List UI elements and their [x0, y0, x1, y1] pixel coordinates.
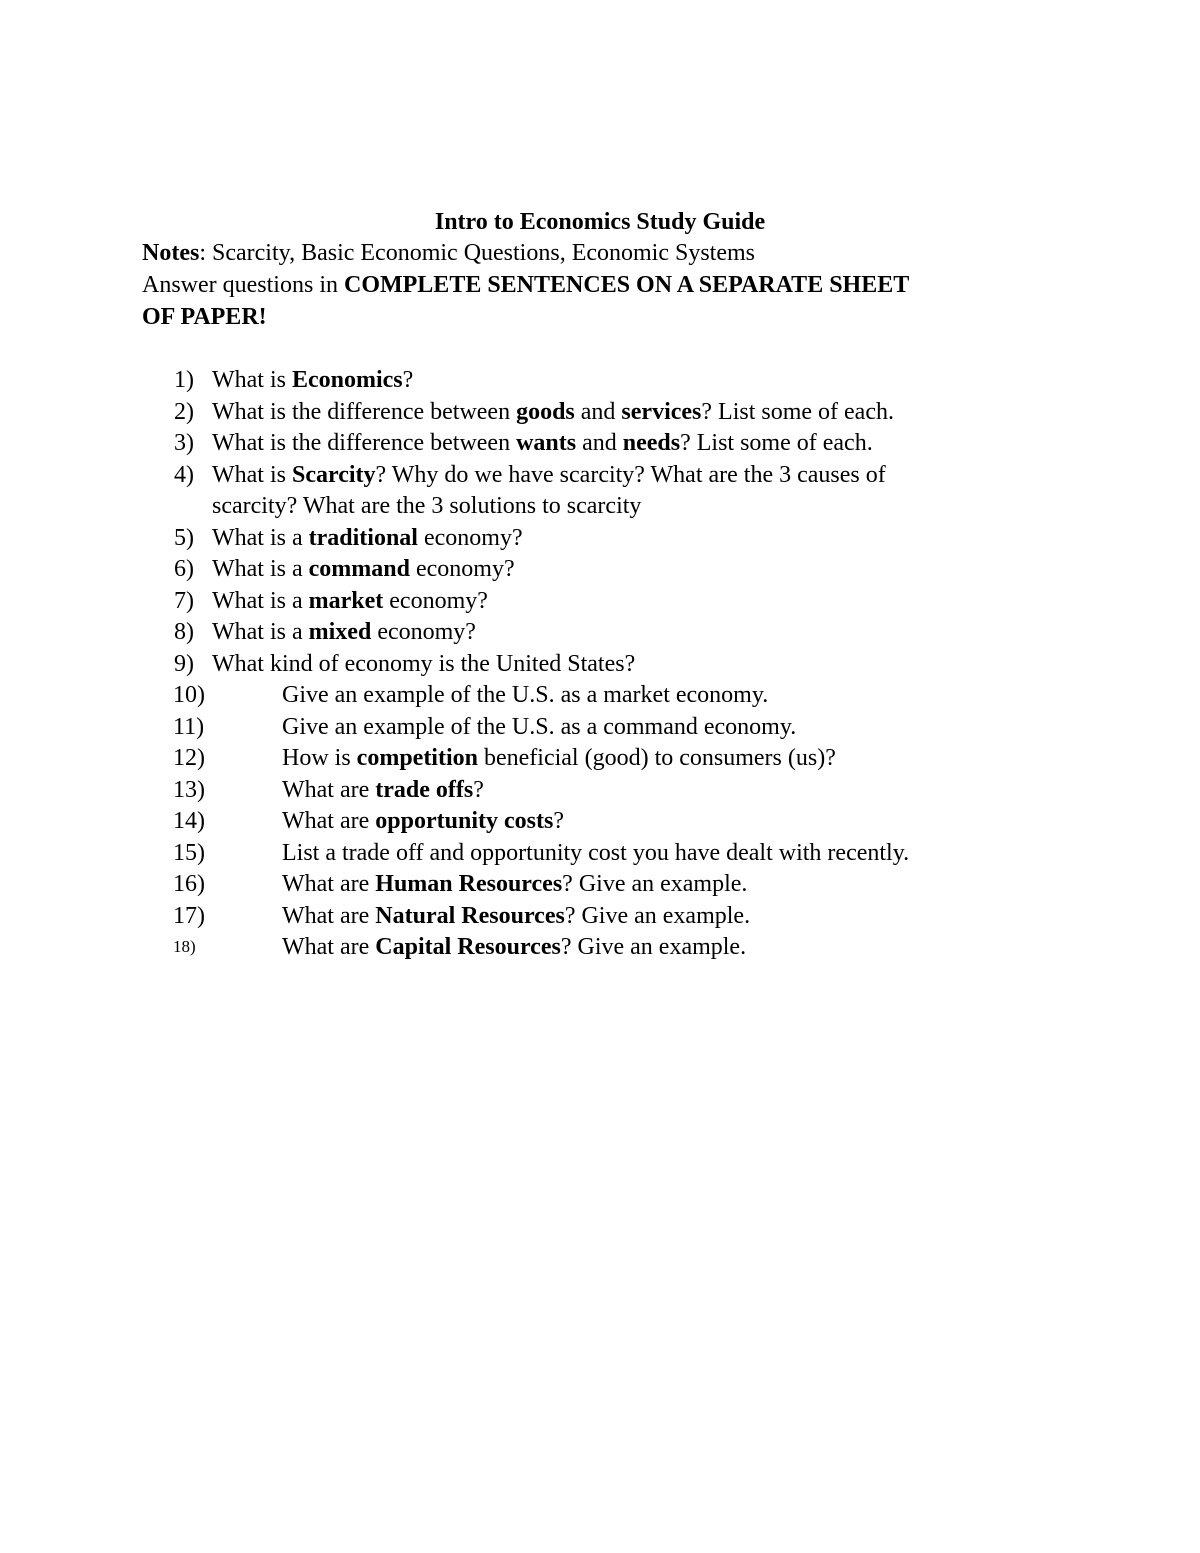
- instructions-line-1: [142, 269, 909, 301]
- question-keyword: wants: [516, 430, 577, 456]
- question-number: 16): [173, 871, 205, 897]
- question-text-part: What kind of economy is the United States?: [212, 650, 636, 677]
- instructions-emphasis-1: COMPLETE SENTENCES ON A SEPARATE SHEET: [343, 272, 910, 298]
- question-text-part: How is: [282, 745, 357, 771]
- question-keyword: goods: [516, 398, 575, 425]
- question-keyword: traditional: [308, 524, 418, 551]
- question-text: [212, 553, 515, 585]
- question-number: 12): [173, 745, 205, 771]
- question-text-part: ?: [553, 808, 564, 834]
- question-keyword: needs: [622, 430, 681, 456]
- question-number: 11): [173, 713, 205, 740]
- question-number: 13): [173, 776, 205, 803]
- question-number: 15): [173, 839, 205, 866]
- question-keyword: opportunity costs: [375, 808, 554, 834]
- question-text-part: What is a: [212, 524, 309, 551]
- question-text-part: What are: [282, 808, 376, 834]
- question-text-part: What is a: [212, 587, 309, 614]
- question-text: [212, 616, 476, 648]
- question-keyword: mixed: [308, 619, 372, 645]
- question-text-part: ? List some of each.: [680, 430, 873, 456]
- question-text-part: What is: [212, 461, 292, 488]
- question-number: 9): [174, 650, 194, 677]
- question-text: [282, 931, 746, 963]
- instructions-line-2: [142, 301, 267, 333]
- question-text-part: ? Give an example.: [564, 902, 751, 929]
- question-number: 3): [174, 430, 194, 456]
- question-number: 7): [174, 587, 194, 614]
- question-text: [282, 868, 747, 900]
- question-text: [282, 711, 796, 743]
- question-number: 1): [174, 367, 194, 393]
- question-number: 2): [174, 398, 194, 425]
- question-text-part: ?: [402, 367, 414, 393]
- question-keyword: Natural Resources: [375, 902, 565, 929]
- question-keyword: Human Resources: [375, 871, 563, 897]
- question-keyword: market: [308, 587, 384, 614]
- question-text: [282, 900, 750, 932]
- question-text-part: What is: [212, 367, 292, 393]
- question-keyword: Economics: [291, 367, 403, 393]
- question-keyword: Scarcity: [291, 461, 376, 488]
- page-title: Intro to Economics Study Guide: [434, 209, 766, 235]
- question-text-part: What is the difference between: [212, 430, 517, 456]
- question-text: [282, 805, 564, 837]
- question-text-part: What are: [282, 902, 376, 929]
- question-text: [212, 364, 413, 396]
- question-text-part: Give an example of the U.S. as a market economy.: [282, 682, 769, 708]
- question-text: [282, 837, 909, 869]
- question-number: 5): [174, 524, 194, 551]
- question-text: [212, 648, 635, 680]
- question-text-part: and: [574, 398, 622, 425]
- question-text-part: ? Give an example.: [562, 871, 748, 897]
- question-text-part: economy?: [383, 587, 488, 614]
- question-text: [212, 522, 523, 554]
- question-text-part: What is a: [212, 619, 309, 645]
- question-keyword: Capital Resources: [375, 934, 561, 960]
- question-text-part: Give an example of the U.S. as a command economy.: [282, 713, 797, 740]
- question-text: [212, 459, 886, 491]
- question-text-part: ? Why do we have scarcity? What are the 3 causes of: [375, 461, 886, 488]
- question-number: 4): [174, 461, 194, 488]
- question-text: [212, 427, 873, 459]
- question-text: [282, 679, 768, 711]
- question-number: 10): [173, 682, 205, 708]
- question-text-part: and: [576, 430, 623, 456]
- question-text-part: beneficial (good) to consumers (us)?: [477, 745, 836, 771]
- question-keyword: competition: [356, 745, 478, 771]
- notes-text: : Scarcity, Basic Economic Questions, Economic Systems: [199, 240, 756, 266]
- question-text: [212, 396, 894, 428]
- question-text-part: What is a: [212, 556, 309, 582]
- question-text-part: economy?: [371, 619, 476, 645]
- question-text-part: What are: [282, 776, 376, 803]
- question-number: 8): [174, 619, 194, 645]
- question-keyword: command: [308, 556, 410, 582]
- question-keyword: trade offs: [375, 776, 474, 803]
- notes-label: Notes: [142, 240, 200, 266]
- question-number: 18): [173, 937, 196, 956]
- question-text-part: ? List some of each.: [701, 398, 894, 425]
- question-text-part: ? Give an example.: [560, 934, 747, 960]
- question-text: [212, 585, 488, 617]
- question-text-part: economy?: [417, 524, 523, 551]
- question-text-part: What are: [282, 871, 376, 897]
- question-text: [282, 742, 836, 774]
- question-text: [282, 774, 484, 806]
- question-keyword: services: [621, 398, 702, 425]
- instructions-prefix: Answer questions in: [142, 272, 344, 298]
- question-number: 17): [173, 902, 205, 929]
- question-text-part: ?: [473, 776, 484, 803]
- question-text-part: What is the difference between: [212, 398, 517, 425]
- instructions-emphasis-2: OF PAPER!: [142, 304, 267, 330]
- question-number: 14): [173, 808, 205, 834]
- question-number: 6): [174, 556, 194, 582]
- question-text-part: economy?: [409, 556, 515, 582]
- question-text-part: List a trade off and opportunity cost you have dealt with recently.: [282, 839, 910, 866]
- question-continuation: scarcity? What are the 3 solutions to scarcity: [212, 493, 642, 519]
- question-text-part: What are: [282, 934, 376, 960]
- notes-line: [142, 237, 755, 269]
